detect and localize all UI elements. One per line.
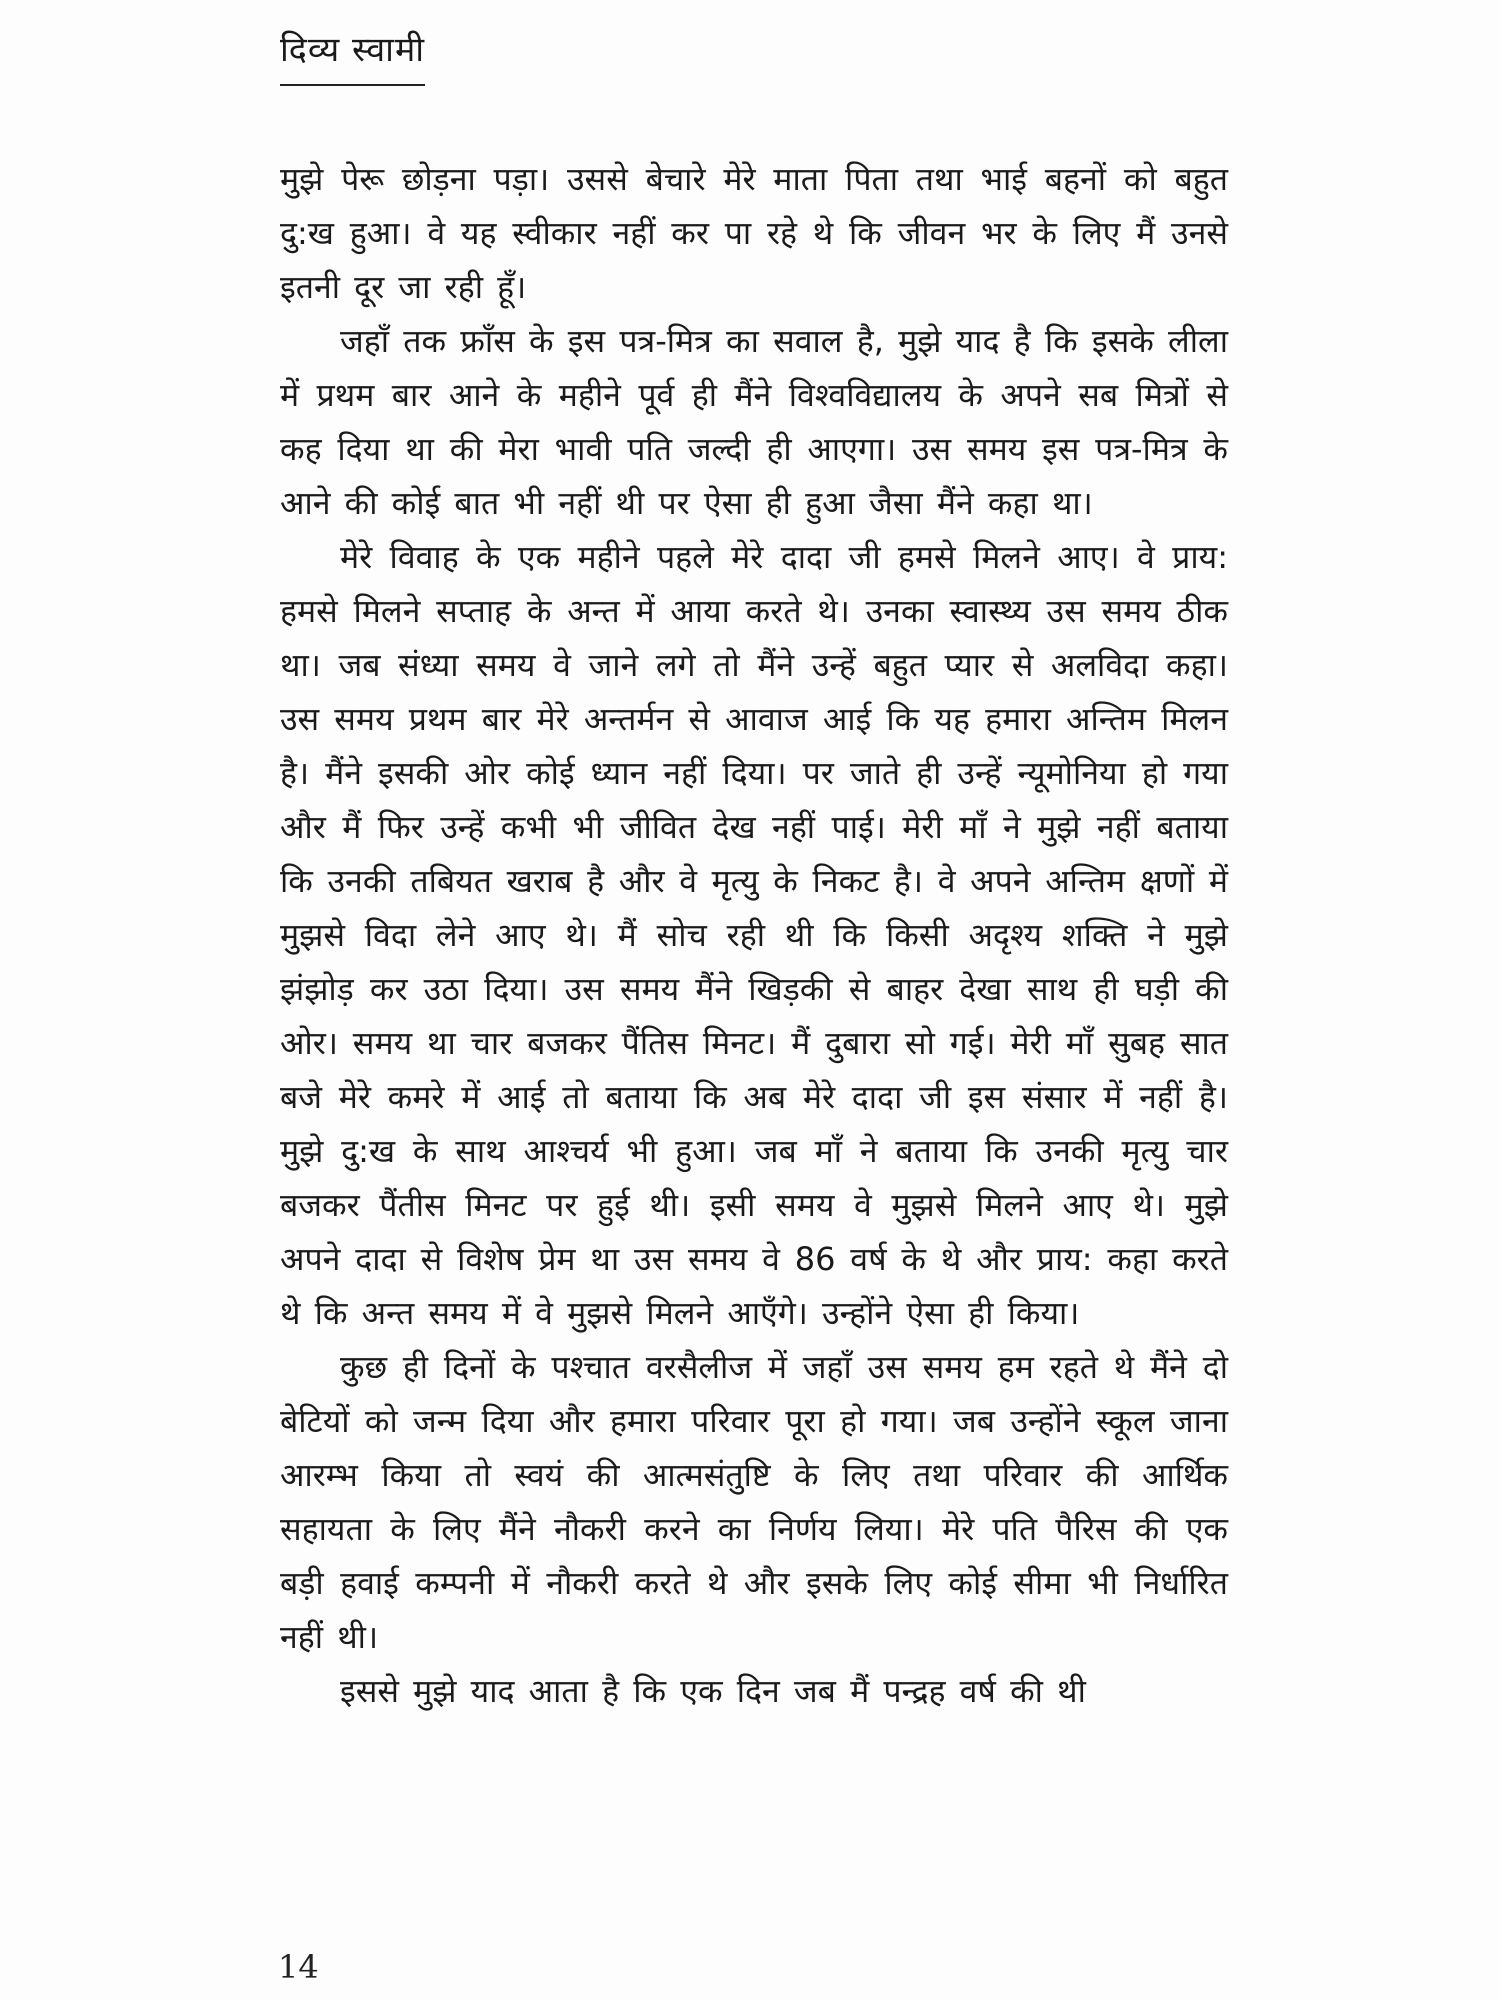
paragraph-4: कुछ ही दिनों के पश्चात वरसैलीज में जहाँ उस समय हम रहते थे मैंने दो बेटियों को जन्म दिया और हमारा परिवार पूरा हो गया। जब उन्होंने स्कूल जाना आरम्भ किया तो स्वयं की आत्मसंतुष्टि के लिए तथा परिवार की आर्थिक सहायता के लिए मैंने नौकरी करने का निर्णय लिया। मेरे पति पैरिस की एक बड़ी हवाई कम्पनी में नौकरी करते थे और इसके लिए कोई सीमा भी निर्धारित नहीं थी। [280, 1348, 1228, 1656]
body-text [280, 152, 1228, 1718]
page-number: 14 [278, 1948, 319, 1986]
paragraph-5: इससे मुझे याद आता है कि एक दिन जब मैं पन्द्रह वर्ष की थी [340, 1672, 1086, 1710]
running-header-title: दिव्य स्वामी [280, 28, 425, 86]
paragraph-1: मुझे पेरू छोड़ना पड़ा। उससे बेचारे मेरे माता पिता तथा भाई बहनों को बहुत दु:ख हुआ। वे यह स्वीकार नहीं कर पा रहे थे कि जीवन भर के लिए मैं उनसे इतनी दूर जा रही हूँ। [280, 160, 1228, 306]
paragraph-2: जहाँ तक फ्राँस के इस पत्र-मित्र का सवाल है, मुझे याद है कि इसके लीला में प्रथम बार आने के महीने पूर्व ही मैंने विश्वविद्यालय के अपने सब मित्रों से कह दिया था की मेरा भावी पति जल्दी ही आएगा। उस समय इस पत्र-मित्र के आने की कोई बात भी नहीं थी पर ऐसा ही हुआ जैसा मैंने कहा था। [280, 322, 1228, 522]
paragraph-3: मेरे विवाह के एक महीने पहले मेरे दादा जी हमसे मिलने आए। वे प्राय: हमसे मिलने सप्ताह के अन्त में आया करते थे। उनका स्वास्थ्य उस समय ठीक था। जब संध्या समय वे जाने लगे तो मैंने उन्हें बहुत प्यार से अलविदा कहा। उस समय प्रथम बार मेरे अन्तर्मन से आवाज आई कि यह हमारा अन्तिम मिलन है। मैंने इसकी ओर कोई ध्यान नहीं दिया। पर जाते ही उन्हें न्यूमोनिया हो गया और मैं फिर उन्हें कभी भी जीवित देख नहीं पाई। मेरी माँ ने मुझे नहीं बताया कि उनकी तबियत खराब है और वे मृत्यु के निकट है। वे अपने अन्तिम क्षणों में मुझसे विदा लेने आए थे। मैं सोच रही थी कि किसी अदृश्य शक्ति ने मुझे झंझोड़ कर उठा दिया। उस समय मैंने खिड़की से बाहर देखा साथ ही घड़ी की ओर। समय था चार बजकर पैंतिस मिनट। मैं दुबारा सो गई। मेरी माँ सुबह सात बजे मेरे कमरे में आई तो बताया कि अब मेरे दादा जी इस संसार में नहीं है। मुझे दु:ख के साथ आश्चर्य भी हुआ। जब माँ ने बताया कि उनकी मृत्यु चार बजकर पैंतीस मिनट पर हुई थी। इसी समय वे मुझसे मिलने आए थे। मुझे अपने दादा से विशेष प्रेम था उस समय वे 86 वर्ष के थे और प्राय: कहा करते थे कि अन्त समय में वे मुझसे मिलने आएँगे। उन्होंने ऐसा ही किया। [280, 538, 1228, 1332]
